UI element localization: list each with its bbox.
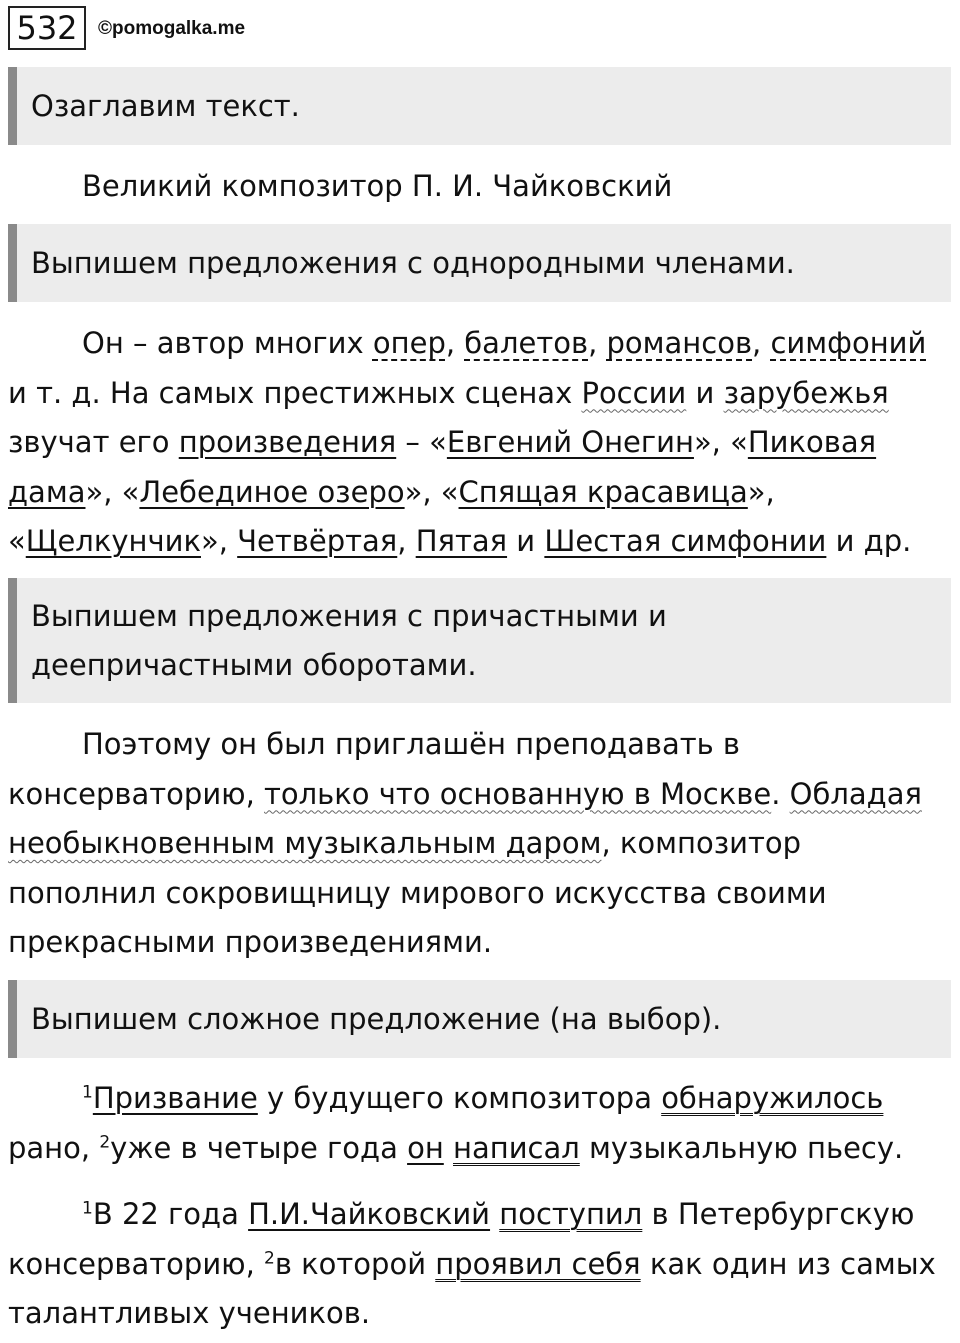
homogeneous-member: балетов [464, 326, 589, 360]
homogeneous-member: России [581, 375, 687, 410]
homogeneous-member: дама [8, 474, 86, 509]
text-line: $^1$Призвание у будущего композитора обнаружилось [82, 1081, 884, 1115]
header [8, 6, 245, 50]
task-text: Озаглавим текст. [31, 89, 300, 123]
participial-phrase: только что основанную в Москве [264, 776, 772, 811]
predicate: проявил себя [435, 1246, 641, 1281]
text-line: Он – автор многих опер, балетов, романсов, симфоний [82, 326, 927, 360]
predicate: написал [453, 1130, 580, 1165]
homogeneous-member: зарубежья [723, 375, 889, 410]
text-line: «Щелкунчик», Четвёртая, Пятая и Шестая симфонии и др. [8, 524, 912, 558]
text-line: прекрасными произведениями. [8, 925, 493, 959]
homogeneous-member: Пиковая [747, 425, 877, 459]
homogeneous-member: Щелкунчик [25, 524, 201, 558]
task-heading-homogeneous [8, 224, 951, 302]
homogeneous-member: симфоний [770, 326, 927, 360]
homogeneous-member: опер [372, 326, 446, 360]
subject: он [407, 1130, 444, 1165]
homogeneous-member: романсов [606, 326, 753, 360]
homogeneous-member: Пятая [415, 524, 508, 558]
task-text: деепричастными оборотами. [31, 647, 477, 682]
text-line: Поэтому он был приглашён преподавать в [82, 727, 741, 761]
subject: П.И.Чайковский [248, 1197, 491, 1231]
task-text: Выпишем сложное предложение (на выбор). [31, 1002, 722, 1036]
predicate: обнаружилось [661, 1081, 884, 1115]
text-line: звучат его произведения – «Евгений Онегин», «Пиковая [8, 425, 877, 459]
homogeneous-member: произведения [178, 425, 397, 459]
homogeneous-member: Шестая симфонии [544, 524, 827, 558]
exercise-number: 532 [8, 6, 86, 50]
subject: Призвание [92, 1081, 258, 1115]
complex-sentence-1 [8, 1074, 954, 1173]
participial-paragraph [8, 720, 954, 968]
text-line: необыкновенным музыкальным даром, композитор [8, 826, 802, 860]
site-watermark: ©pomogalka.me [98, 18, 246, 39]
homogeneous-member: Евгений Онегин [446, 425, 694, 459]
task-text: Выпишем предложения с причастными и [31, 598, 667, 633]
text-line: талантливых учеников. [8, 1296, 371, 1330]
task-text: Выпишем предложения с однородными членами. [31, 246, 795, 280]
homogeneous-paragraph [8, 319, 954, 567]
predicate: поступил [499, 1197, 643, 1231]
text-line: $^1$В 22 года П.И.Чайковский поступил в Петербургскую [82, 1197, 915, 1231]
adverbial-participle-phrase: Обладая [789, 776, 922, 811]
text-line: дама», «Лебединое озеро», «Спящая красавица», [8, 474, 775, 509]
text-line: пополнил сокровищницу мирового искусства своими [8, 875, 827, 910]
title-answer [8, 162, 954, 212]
answer-text: Великий композитор П. И. Чайковский [82, 169, 673, 203]
homogeneous-member: Лебединое озеро [139, 474, 405, 509]
homogeneous-member: Четвёртая [237, 524, 398, 558]
task-heading-participial [8, 578, 951, 703]
task-heading-complex [8, 980, 951, 1058]
complex-sentence-2 [8, 1190, 954, 1339]
homogeneous-member: Спящая красавица [458, 474, 748, 509]
text-line: консерваторию, только что основанную в Москве. Обладая [8, 776, 922, 811]
adverbial-participle-phrase: необыкновенным музыкальным даром [8, 826, 602, 860]
text-line: консерваторию, $^2$в которой проявил себя как один из самых [8, 1246, 936, 1281]
text-line: и т. д. На самых престижных сценах России и зарубежья [8, 375, 889, 410]
text-line: рано, $^2$уже в четыре года он написал музыкальную пьесу. [8, 1130, 904, 1165]
task-heading-title [8, 67, 951, 145]
